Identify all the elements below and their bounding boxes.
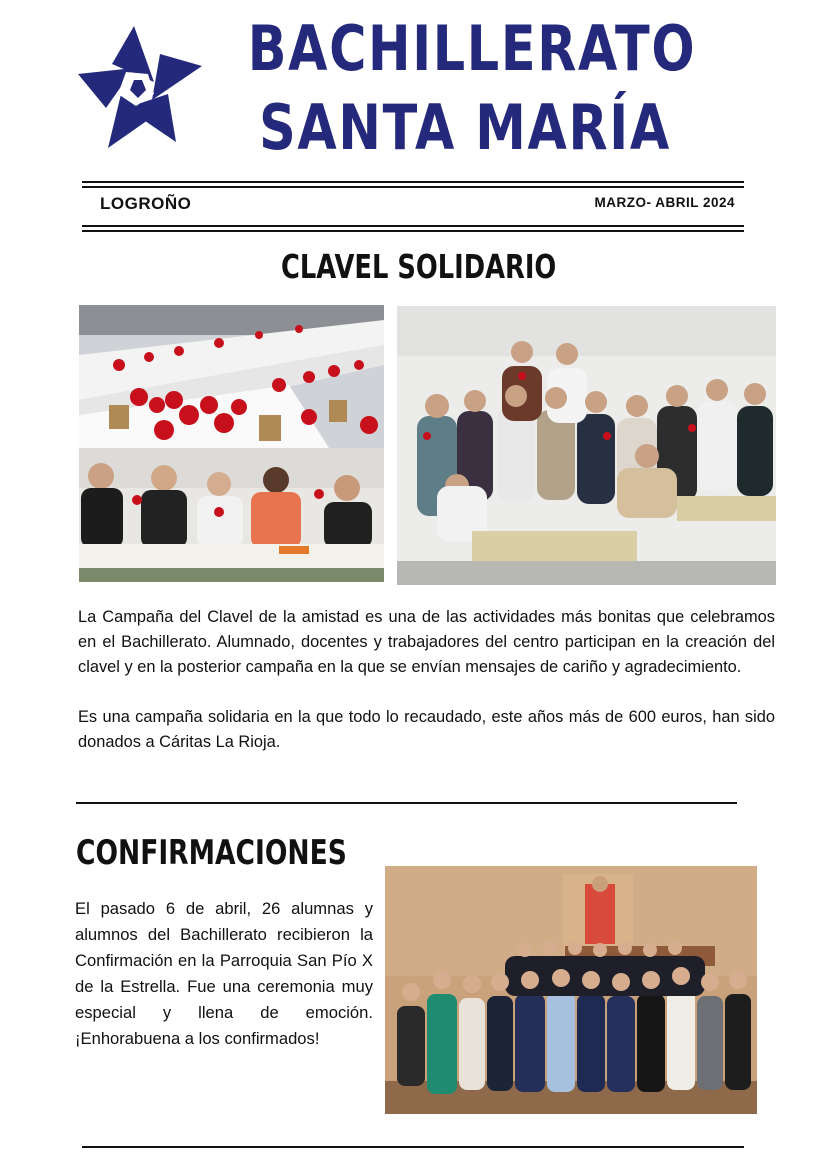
confirmation-group-church-photo — [385, 866, 757, 1114]
issue-date: MARZO- ABRIL 2024 — [594, 195, 735, 210]
confirmaciones-paragraph: El pasado 6 de abril, 26 alumnas y alumnos del Bachillerato recibieron la Confirmación en la Parroquia San Pío X de la Estrella. Fue una ceremonia muy especial y llena de emoción. ¡Enhorabuena a los confirmados! — [75, 899, 373, 1048]
location-label: LOGROÑO — [100, 194, 192, 213]
header-rule-top-2 — [82, 186, 744, 188]
header-rule-bottom-1 — [82, 225, 744, 227]
students-with-carnations-seated-photo — [79, 448, 384, 582]
masthead-title-line-1: BACHILLERATO — [247, 12, 697, 85]
section-divider — [76, 802, 737, 804]
clavel-paragraph-1: La Campaña del Clavel de la amistad es una de las actividades más bonitas que celebramos en el Bachillerato. Alumnado, docentes y trabajadores del centro participan en la creación del clavel y en la posterior campaña en la que se envían mensajes de cariño y agradecimiento. — [78, 608, 775, 676]
carnations-on-tables-photo — [79, 305, 384, 448]
section-title-confirmaciones: CONFIRMACIONES — [76, 833, 347, 873]
header-rule-top-1 — [82, 181, 744, 183]
group-of-students-classroom-photo — [397, 306, 776, 585]
header-rule-bottom-2 — [82, 230, 744, 232]
clavel-paragraph-2: Es una campaña solidaria en la que todo lo recaudado, este años más de 600 euros, han sido donados a Cáritas La Rioja. — [78, 708, 775, 751]
star-logo-icon — [76, 24, 204, 150]
section-title-clavel: CLAVEL SOLIDARIO — [281, 247, 557, 286]
footer-rule — [82, 1146, 744, 1148]
masthead-title-line-2: SANTA MARÍA — [259, 91, 671, 164]
